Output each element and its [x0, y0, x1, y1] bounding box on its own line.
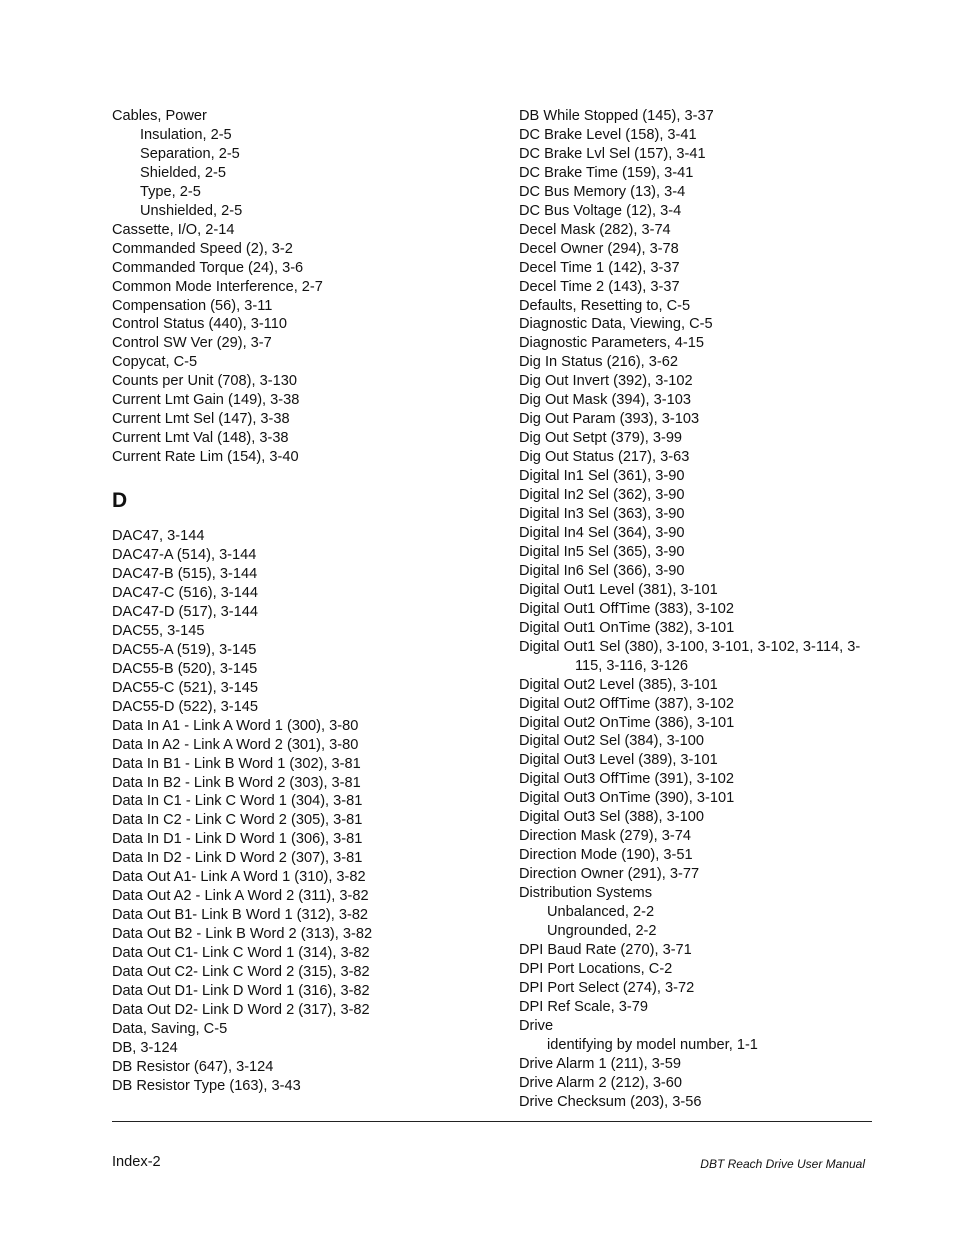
index-entry: Common Mode Interference, 2-7 — [112, 278, 323, 295]
index-entry: Digital Out3 OnTime (390), 3-101 — [519, 790, 735, 807]
index-entry: Current Rate Lim (154), 3-40 — [112, 449, 299, 466]
index-entry: Digital Out3 OffTime (391), 3-102 — [519, 771, 734, 788]
index-entry: Data Out C2- Link C Word 2 (315), 3-82 — [112, 964, 370, 981]
index-entry: Diagnostic Parameters, 4-15 — [519, 335, 704, 352]
index-entry: Dig Out Invert (392), 3-102 — [519, 373, 693, 390]
index-subentry: Ungrounded, 2-2 — [547, 922, 657, 939]
index-entry: DAC47, 3-144 — [112, 528, 205, 545]
index-entry: Control SW Ver (29), 3-7 — [112, 335, 272, 352]
index-entry: DPI Port Select (274), 3-72 — [519, 979, 695, 996]
index-entry: Distribution Systems — [519, 885, 653, 902]
index-entry: Current Lmt Gain (149), 3-38 — [112, 392, 300, 409]
index-entry: DAC47-C (516), 3-144 — [112, 584, 259, 601]
index-entry: DAC47-A (514), 3-144 — [112, 547, 257, 564]
index-entry: Counts per Unit (708), 3-130 — [112, 373, 297, 390]
index-entry: Data Out C1- Link C Word 1 (314), 3-82 — [112, 945, 370, 962]
index-entry: Direction Owner (291), 3-77 — [519, 866, 700, 883]
manual-title: DBT Reach Drive User Manual — [700, 1157, 865, 1171]
index-entry: Current Lmt Val (148), 3-38 — [112, 430, 289, 447]
index-entry: Digital Out2 Sel (384), 3-100 — [519, 733, 704, 750]
index-entry: Digital In2 Sel (362), 3-90 — [519, 487, 685, 504]
index-entry: Digital Out1 Sel (380), 3-100, 3-101, 3-102, 3-114, 3-115, 3-116, 3-126 — [519, 638, 861, 674]
index-entry: Control Status (440), 3-110 — [112, 316, 287, 333]
index-entry: Dig In Status (216), 3-62 — [519, 354, 678, 371]
index-entry: Diagnostic Data, Viewing, C-5 — [519, 316, 713, 333]
index-subentry: Insulation, 2-5 — [140, 126, 232, 143]
index-entry: Commanded Speed (2), 3-2 — [112, 240, 293, 257]
index-entry: Digital Out3 Level (389), 3-101 — [519, 752, 718, 769]
index-entry: Compensation (56), 3-11 — [112, 297, 273, 314]
index-entry: Cables, Power — [112, 108, 207, 124]
index-entry: Data Out D1- Link D Word 1 (316), 3-82 — [112, 982, 370, 999]
section-letter-d: D — [112, 489, 128, 513]
index-column-left — [112, 107, 502, 1096]
index-entry: DPI Port Locations, C-2 — [519, 960, 673, 977]
index-entry: Dig Out Setpt (379), 3-99 — [519, 430, 683, 447]
index-entry: Data In D1 - Link D Word 1 (306), 3-81 — [112, 831, 363, 848]
index-entry: Decel Time 2 (143), 3-37 — [519, 278, 680, 295]
index-entry: Digital Out2 OnTime (386), 3-101 — [519, 714, 735, 731]
index-entry: Commanded Torque (24), 3-6 — [112, 259, 304, 276]
index-entry: Data Out D2- Link D Word 2 (317), 3-82 — [112, 1001, 370, 1018]
page-number: Index-2 — [112, 1154, 161, 1170]
index-entry: DPI Baud Rate (270), 3-71 — [519, 941, 692, 958]
index-entry: DC Bus Memory (13), 3-4 — [519, 183, 686, 200]
index-entry: DB While Stopped (145), 3-37 — [519, 108, 714, 124]
index-entry: Digital Out2 Level (385), 3-101 — [519, 676, 718, 693]
index-group-c — [112, 107, 502, 467]
index-subentry: Separation, 2-5 — [140, 145, 240, 162]
index-entry: Drive Alarm 1 (211), 3-59 — [519, 1055, 681, 1072]
index-entry: Dig Out Mask (394), 3-103 — [519, 392, 691, 409]
index-entry: Data Out B1- Link B Word 1 (312), 3-82 — [112, 907, 369, 924]
index-entry: Digital Out1 OffTime (383), 3-102 — [519, 600, 734, 617]
footer-divider — [112, 1121, 872, 1122]
index-entry: Cassette, I/O, 2-14 — [112, 221, 235, 238]
index-subentry: Unbalanced, 2-2 — [547, 904, 655, 921]
index-entry: Drive Alarm 2 (212), 3-60 — [519, 1074, 683, 1091]
index-entry: Drive Checksum (203), 3-56 — [519, 1093, 702, 1110]
index-entry: DAC55, 3-145 — [112, 622, 205, 639]
index-entry: Data In D2 - Link D Word 2 (307), 3-81 — [112, 850, 363, 867]
index-entry: Digital In3 Sel (363), 3-90 — [519, 506, 685, 523]
index-entry: Digital In1 Sel (361), 3-90 — [519, 468, 685, 485]
index-entry: Dig Out Param (393), 3-103 — [519, 411, 700, 428]
index-group-d — [112, 527, 502, 1096]
index-entry: Data In A1 - Link A Word 1 (300), 3-80 — [112, 717, 359, 734]
index-entry: Data In C2 - Link C Word 2 (305), 3-81 — [112, 812, 363, 829]
index-column-right — [519, 107, 879, 1112]
index-entry: Data In B1 - Link B Word 1 (302), 3-81 — [112, 755, 361, 772]
index-entry: Data In C1 - Link C Word 1 (304), 3-81 — [112, 793, 363, 810]
index-entry: Direction Mask (279), 3-74 — [519, 828, 691, 845]
index-entry: Digital In4 Sel (364), 3-90 — [519, 524, 685, 541]
index-entry: Data In B2 - Link B Word 2 (303), 3-81 — [112, 774, 361, 791]
index-entry: DC Brake Time (159), 3-41 — [519, 164, 694, 181]
index-entry: DAC47-B (515), 3-144 — [112, 566, 258, 583]
index-subentry: Shielded, 2-5 — [140, 164, 227, 181]
index-entry: DC Brake Lvl Sel (157), 3-41 — [519, 145, 706, 162]
index-entry: DAC47-D (517), 3-144 — [112, 603, 259, 620]
index-entry: DB Resistor (647), 3-124 — [112, 1058, 274, 1075]
index-subentry: identifying by model number, 1-1 — [547, 1036, 758, 1053]
index-entry: DB, 3-124 — [112, 1039, 178, 1056]
index-entry: Direction Mode (190), 3-51 — [519, 847, 693, 864]
index-entry: Decel Time 1 (142), 3-37 — [519, 259, 680, 276]
index-entry: DAC55-B (520), 3-145 — [112, 660, 258, 677]
index-entry: Dig Out Status (217), 3-63 — [519, 449, 690, 466]
index-entry: DAC55-C (521), 3-145 — [112, 679, 259, 696]
index-entry: DAC55-A (519), 3-145 — [112, 641, 257, 658]
index-entry: DPI Ref Scale, 3-79 — [519, 998, 648, 1015]
index-entry: DC Bus Voltage (12), 3-4 — [519, 202, 682, 219]
index-entry: Digital Out2 OffTime (387), 3-102 — [519, 695, 734, 712]
index-entry: Data Out A1- Link A Word 1 (310), 3-82 — [112, 869, 366, 886]
index-entry: Digital In5 Sel (365), 3-90 — [519, 543, 685, 560]
index-entry: Current Lmt Sel (147), 3-38 — [112, 411, 290, 428]
index-entry: DAC55-D (522), 3-145 — [112, 698, 259, 715]
index-entry: Defaults, Resetting to, C-5 — [519, 297, 691, 314]
index-entry: Data Out B2 - Link B Word 2 (313), 3-82 — [112, 926, 373, 943]
index-entry: Copycat, C-5 — [112, 354, 198, 371]
index-entry: Drive — [519, 1017, 554, 1034]
index-entry: Data Out A2 - Link A Word 2 (311), 3-82 — [112, 888, 369, 905]
index-entry: Data In A2 - Link A Word 2 (301), 3-80 — [112, 736, 359, 753]
index-entry: Digital Out1 OnTime (382), 3-101 — [519, 619, 735, 636]
index-entry: Digital Out3 Sel (388), 3-100 — [519, 809, 704, 826]
index-group-d-continued — [519, 107, 879, 1112]
index-entry: Data, Saving, C-5 — [112, 1020, 228, 1037]
index-entry: DB Resistor Type (163), 3-43 — [112, 1077, 301, 1094]
index-entry: Decel Owner (294), 3-78 — [519, 240, 679, 257]
index-entry: Digital In6 Sel (366), 3-90 — [519, 562, 685, 579]
index-entry: DC Brake Level (158), 3-41 — [519, 126, 697, 143]
index-entry: Digital Out1 Level (381), 3-101 — [519, 581, 718, 598]
index-entry: Decel Mask (282), 3-74 — [519, 221, 671, 238]
index-subentry: Unshielded, 2-5 — [140, 202, 243, 219]
index-subentry: Type, 2-5 — [140, 183, 201, 200]
